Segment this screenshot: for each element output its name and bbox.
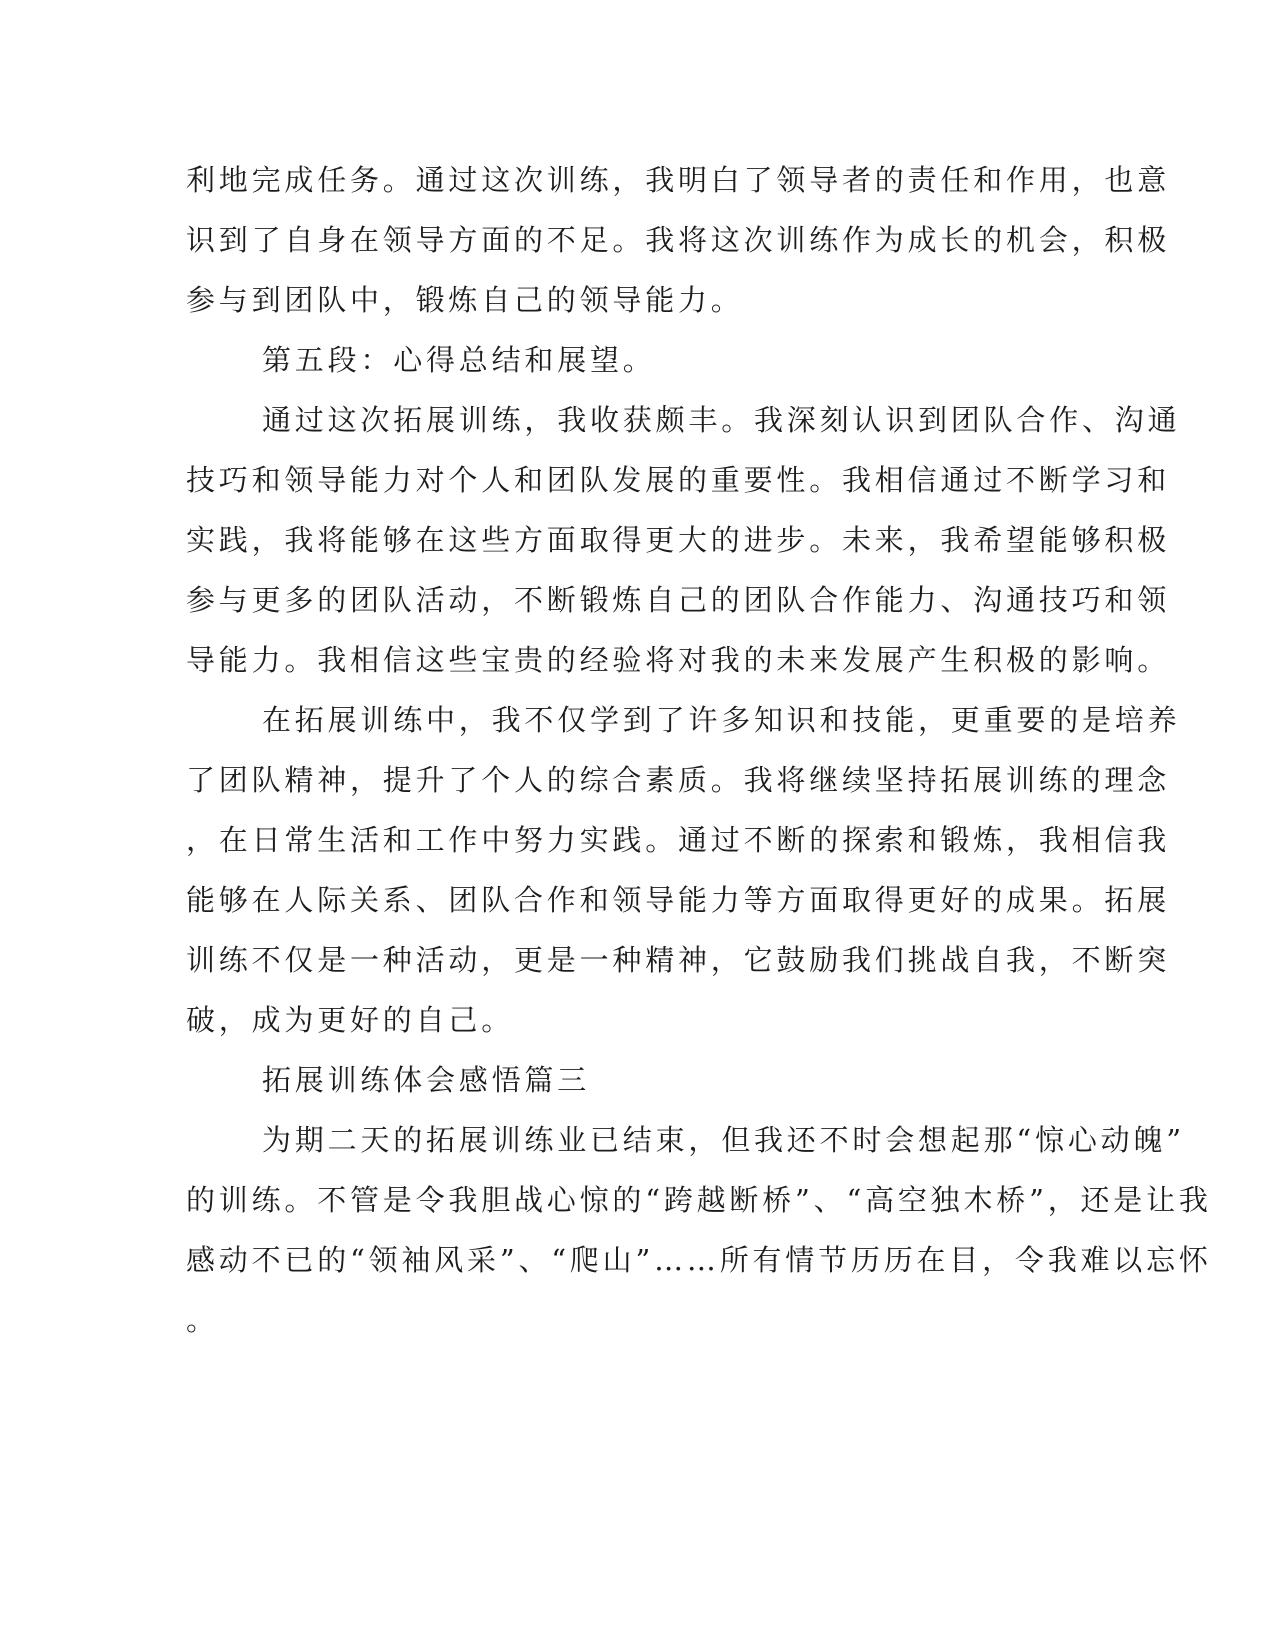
text-line: 通过这次拓展训练，我收获颇丰。我深刻认识到团队合作、沟通 [262,403,1181,437]
text-line: 利地完成任务。通过这次训练，我明白了领导者的责任和作用，也意 [186,163,1171,197]
text-line: 为期二天的拓展训练业已结束，但我还不时会想起那“惊心动魄” [262,1123,1185,1157]
text-line: 能够在人际关系、团队合作和领导能力等方面取得更好的成果。拓展 [186,883,1171,917]
text-line: 导能力。我相信这些宝贵的经验将对我的未来发展产生积极的影响。 [186,643,1171,677]
text-line: 训练不仅是一种活动，更是一种精神，它鼓励我们挑战自我，不断突 [186,943,1171,977]
text-line: 破，成为更好的自己。 [186,1003,515,1037]
text-line: 了团队精神，提升了个人的综合素质。我将继续坚持拓展训练的理念 [186,763,1171,797]
text-line: 。 [186,1303,219,1337]
text-line: 识到了自身在领导方面的不足。我将这次训练作为成长的机会，积极 [186,223,1171,257]
text-line: 参与更多的团队活动，不断锻炼自己的团队合作能力、沟通技巧和领 [186,583,1171,617]
text-line: 在拓展训练中，我不仅学到了许多知识和技能，更重要的是培养 [262,703,1181,737]
text-line: 参与到团队中，锻炼自己的领导能力。 [186,283,744,317]
text-line: 实践，我将能够在这些方面取得更大的进步。未来，我希望能够积极 [186,523,1171,557]
text-line: 的训练。不管是令我胆战心惊的“跨越断桥”、“高空独木桥”，还是让我 [186,1183,1212,1217]
section-heading: 第五段：心得总结和展望。 [262,343,656,377]
text-line: ，在日常生活和工作中努力实践。通过不断的探索和锻炼，我相信我 [186,823,1171,857]
text-line: 技巧和领导能力对个人和团队发展的重要性。我相信通过不断学习和 [186,463,1171,497]
section-heading: 拓展训练体会感悟篇三 [262,1063,591,1097]
text-line: 感动不已的“领袖风采”、“爬山”……所有情节历历在目，令我难以忘怀 [186,1243,1212,1277]
